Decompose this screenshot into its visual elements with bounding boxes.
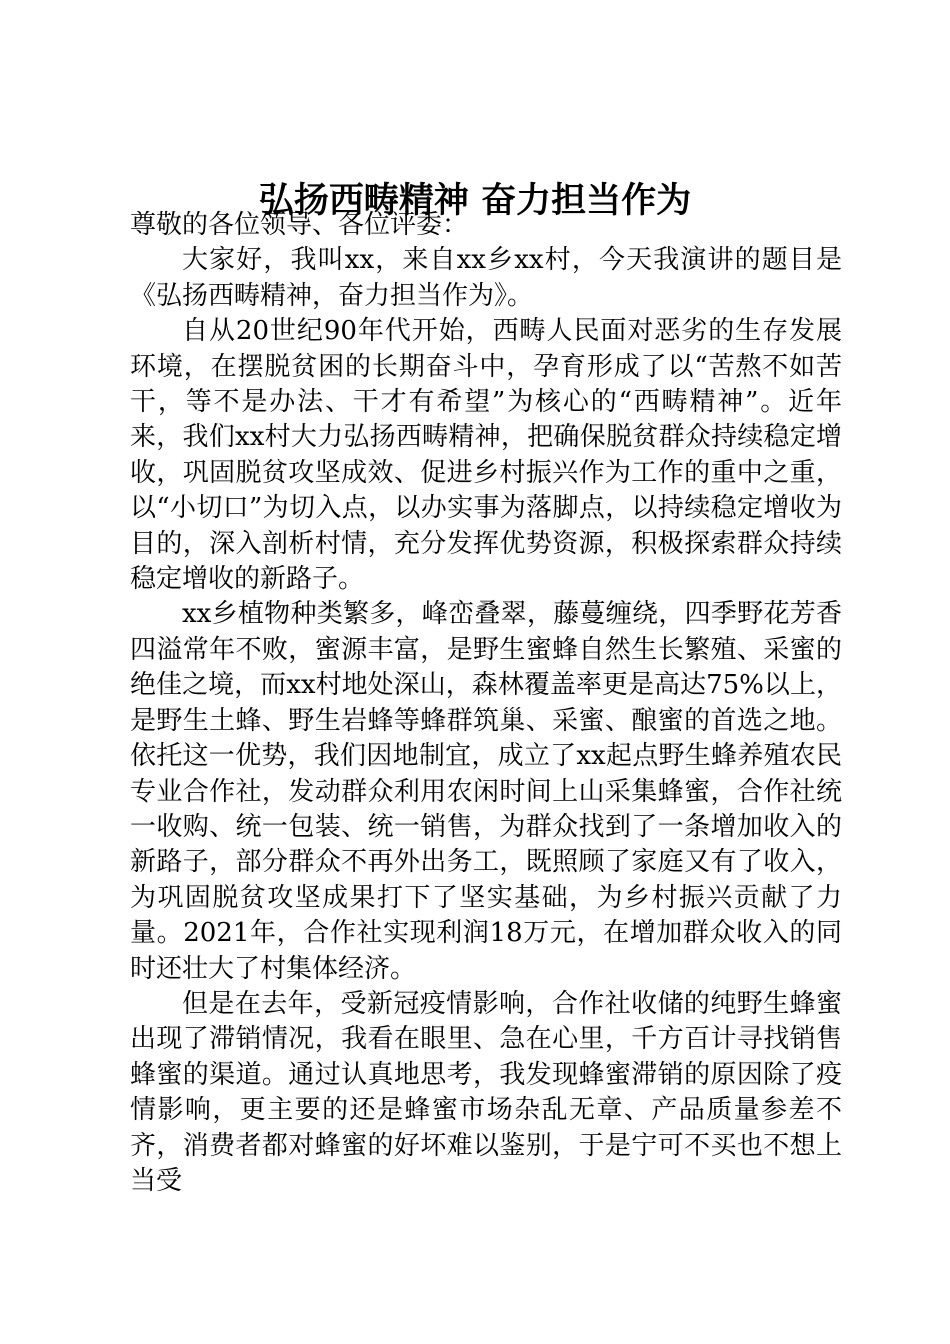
paragraph-sales-problem: 但是在去年，受新冠疫情影响，合作社收储的纯野生蜂蜜出现了滞销情况，我看在眼里、急在心里，千方百计寻找销售蜂蜜的渠道。通过认真地思考，我发现蜂蜜滞销的原因除了疫情影响，更主要的还是蜂蜜市场杂乱无章、产品质量参差不齐，消费者都对蜂蜜的好坏难以鉴别，于是宁可不买也不想上当受 [130, 988, 842, 1196]
paragraph-xichou-spirit: 自从20世纪90年代开始，西畴人民面对恶劣的生存发展环境，在摆脱贫困的长期奋斗中，孕育形成了以“苦熬不如苦干，等不是办法、干才有希望”为核心的“西畴精神”。近年来，我们xx村大力弘扬西畴精神，把确保脱贫群众持续稳定增收，巩固脱贫攻坚成效、促进乡村振兴作为工作的重中之重，以“小切口”为切入点，以办实事为落脚点，以持续稳定增收为目的，深入剖析村情，充分发挥优势资源，积极探索群众持续稳定增收的新路子。 [130, 316, 842, 595]
document-title: 弘扬西畴精神 奋力担当作为 [258, 180, 692, 221]
paragraph-bee-cooperative: xx乡植物种类繁多，峰峦叠翠，藤蔓缠绕，四季野花芳香四溢常年不败，蜜源丰富，是野生蜜蜂自然生长繁殖、采蜜的绝佳之境，而xx村地处深山，森林覆盖率更是高达75%以上，是野生土蜂、野生岩蜂等蜂群筑巢、采蜜、酿蜜的首选之地。依托这一优势，我们因地制宜，成立了xx起点野生蜂养殖农民专业合作社，发动群众利用农闲时间上山采集蜂蜜，合作社统一收购、统一包装、统一销售，为群众找到了一条增加收入的新路子，部分群众不再外出务工，既照顾了家庭又有了收入，为巩固脱贫攻坚成果打下了坚实基础，为乡村振兴贡献了力量。2021年，合作社实现利润18万元，在增加群众收入的同时还壮大了村集体经济。 [130, 599, 842, 984]
paragraph-intro: 大家好，我叫xx，来自xx乡xx村，今天我演讲的题目是《弘扬西畴精神，奋力担当作为》。 [130, 245, 842, 311]
salutation: 尊敬的各位领导、各位评委： [130, 210, 469, 240]
document-body [130, 208, 842, 1199]
